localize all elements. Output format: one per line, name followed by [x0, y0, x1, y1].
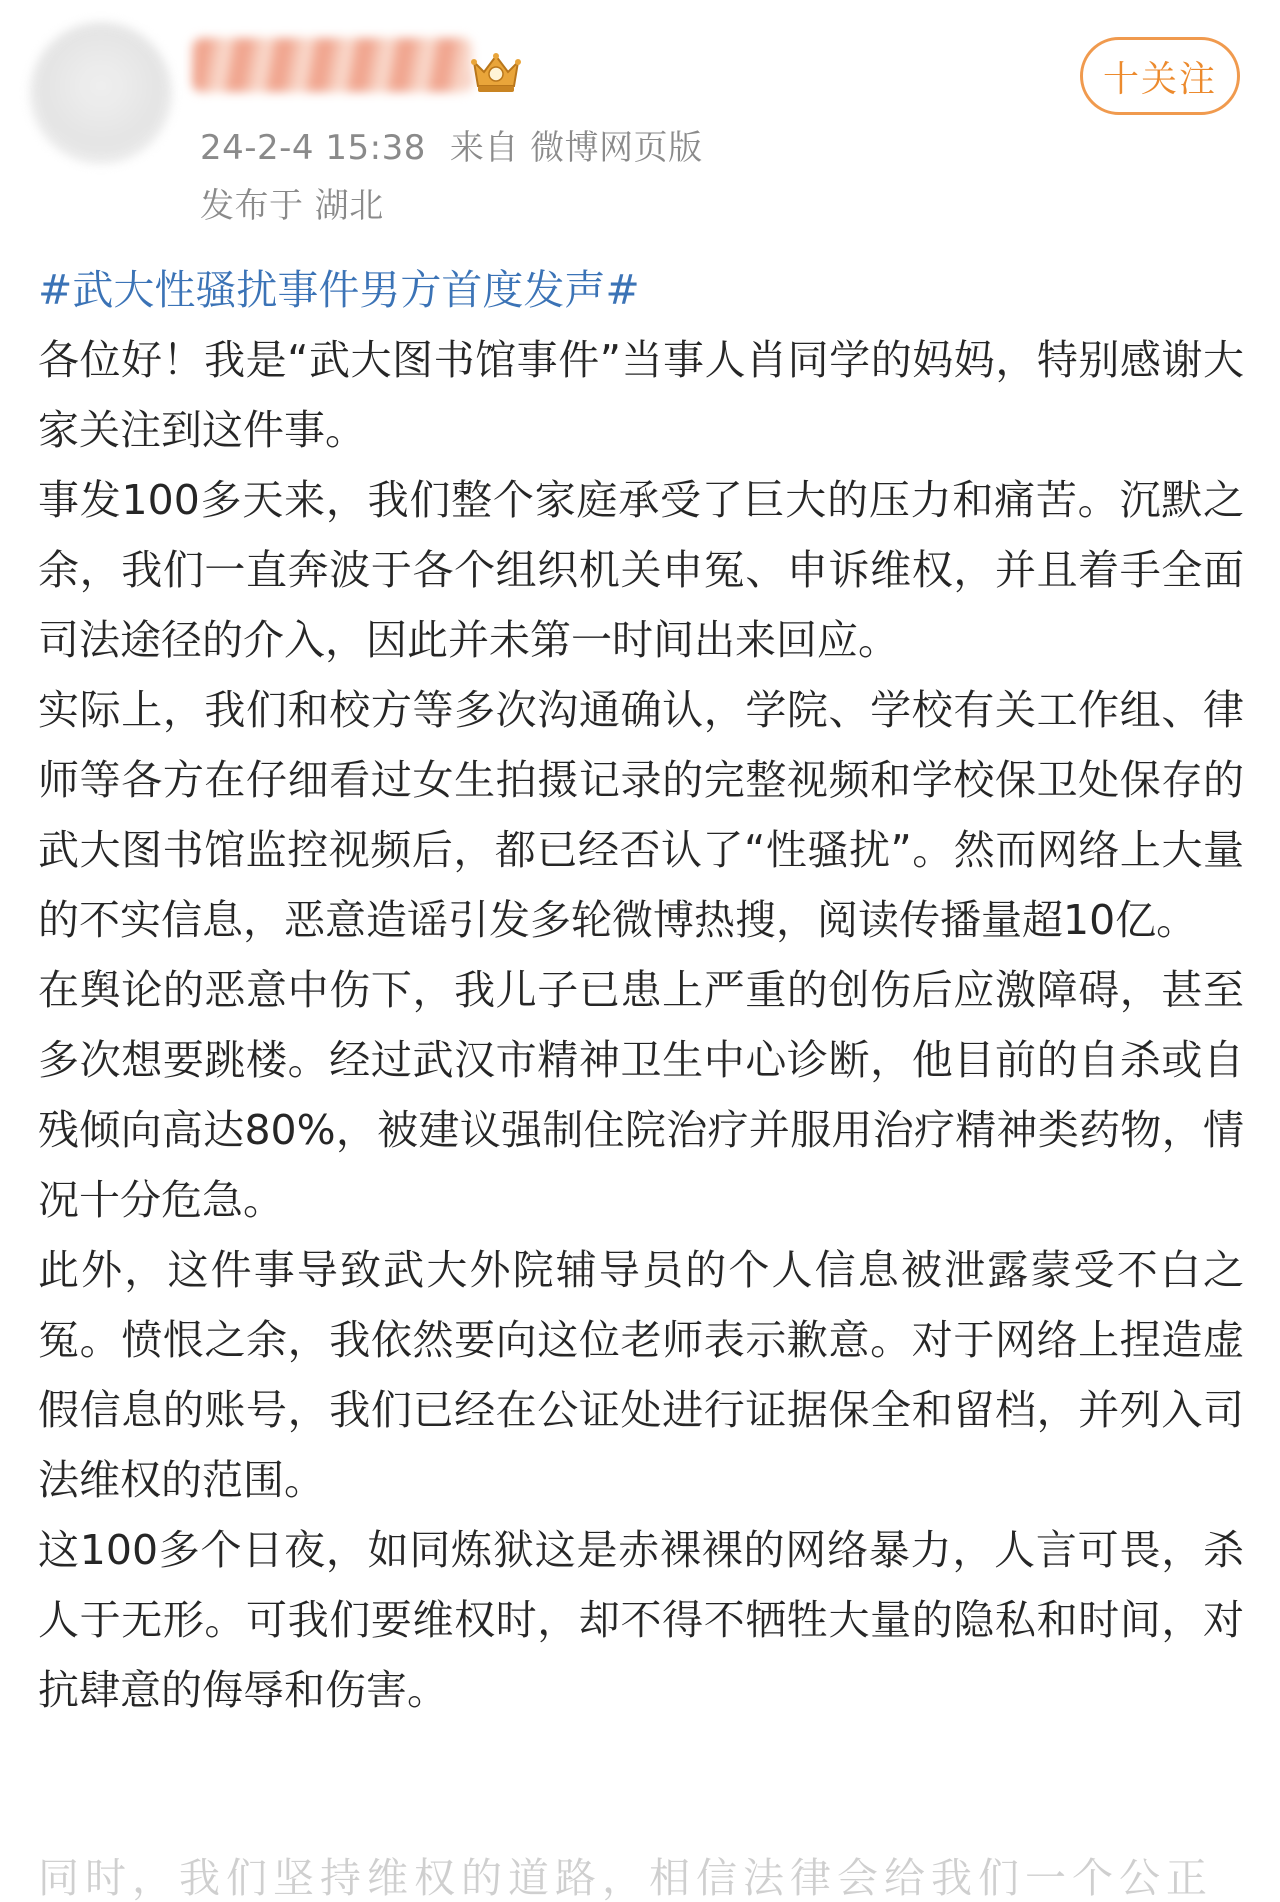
paragraph: 此外，这件事导致武大外院辅导员的个人信息被泄露蒙受不白之冤。愤恨之余，我依然要向这位老师表示歉意。对于网络上捏造虚假信息的账号，我们已经在公证处进行证据保全和留档，并列入司法维权的范围。 [38, 1246, 1244, 1504]
paragraph: 在舆论的恶意中伤下，我儿子已患上严重的创伤后应激障碍，甚至多次想要跳楼。经过武汉市精神卫生中心诊断，他目前的自杀或自残倾向高达80%，被建议强制住院治疗并服用治疗精神类药物，情况十分危急。 [38, 966, 1244, 1224]
avatar[interactable] [30, 22, 172, 164]
post-timestamp[interactable]: 24-2-4 15:38 [200, 128, 426, 168]
follow-button[interactable]: 十关注 [1080, 37, 1240, 115]
paragraph: 实际上，我们和校方等多次沟通确认，学院、学校有关工作组、律师等各方在仔细看过女生拍摄记录的完整视频和学校保卫处保存的武大图书馆监控视频后，都已经否认了“性骚扰”。然而网络上大量的不实信息，恶意造谣引发多轮微博热搜，阅读传播量超10亿。 [38, 686, 1244, 944]
cut-off-text-line: 同时，我们坚持维权的道路，相信法律会给我们一个公正 [38, 1854, 1213, 1902]
post-content [38, 255, 1244, 1725]
vip-crown-icon [468, 48, 524, 96]
post-source: 来自 微博网页版 [449, 128, 703, 168]
hashtag-link[interactable]: #武大性骚扰事件男方首度发声# [38, 266, 640, 314]
post-location: 发布于 湖北 [200, 186, 384, 226]
paragraph: 事发100多天来，我们整个家庭承受了巨大的压力和痛苦。沉默之余，我们一直奔波于各个组织机关申冤、申诉维权，并且着手全面司法途径的介入，因此并未第一时间出来回应。 [38, 476, 1244, 664]
paragraph: 这100多个日夜，如同炼狱这是赤裸裸的网络暴力，人言可畏，杀人于无形。可我们要维权时，却不得不牺牲大量的隐私和时间，对抗肆意的侮辱和伤害。 [38, 1526, 1244, 1714]
post-meta [200, 120, 703, 169]
author-name-redacted[interactable] [192, 38, 472, 92]
paragraph: 各位好！我是“武大图书馆事件”当事人肖同学的妈妈，特别感谢大家关注到这件事。 [38, 336, 1244, 454]
